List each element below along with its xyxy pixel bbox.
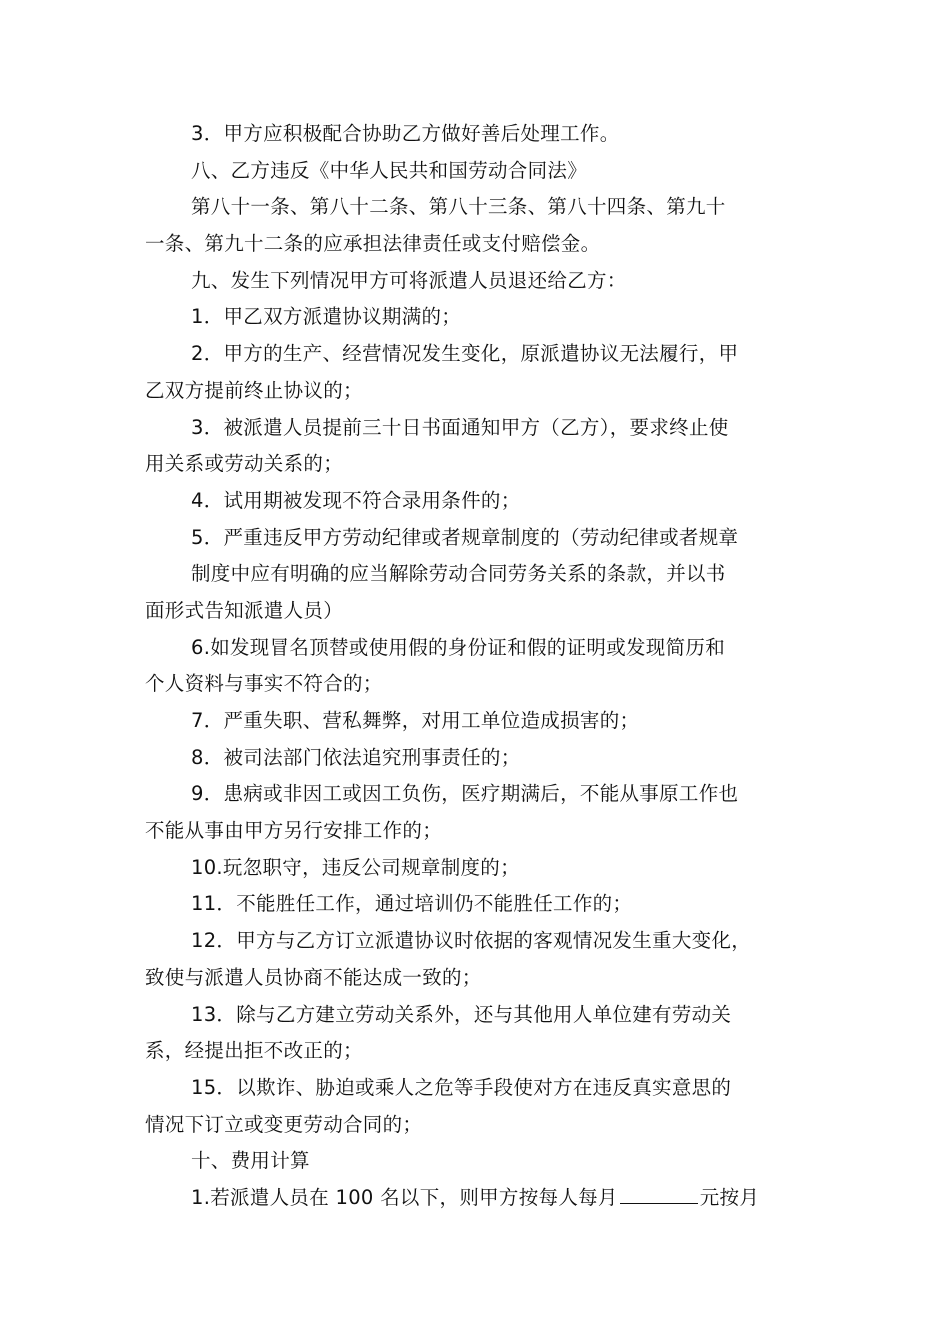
paragraph-line: 用关系或劳动关系的； [145,452,344,476]
paragraph-line: 6.如发现冒名顶替或使用假的身份证和假的证明或发现简历和 [191,635,726,659]
paragraph-line: 9．患病或非因工或因工负伤，医疗期满后，不能从事原工作也 [191,782,739,806]
paragraph-line: 情况下订立或变更劳动合同的； [145,1112,423,1136]
paragraph-line: 15．以欺诈、胁迫或乘人之危等手段使对方在违反真实意思的 [191,1075,732,1099]
paragraph-line: 第八十一条、第八十二条、第八十三条、第八十四条、第九十 [191,195,726,219]
paragraph-line: 4．试用期被发现不符合录用条件的； [191,488,521,512]
paragraph-line: 八、乙方违反《中华人民共和国劳动合同法》 [191,158,588,182]
paragraph-line: 1．甲乙双方派遣协议期满的； [191,305,462,329]
document-body [145,116,825,1217]
paragraph-line: 不能从事由甲方另行安排工作的； [145,819,443,843]
paragraph-line: 十、费用计算 [191,1149,310,1173]
paragraph-line: 九、发生下列情况甲方可将派遣人员退还给乙方： [191,268,627,292]
paragraph-line: 系，经提出拒不改正的； [145,1039,363,1063]
paragraph-line: 12．甲方与乙方订立派遣协议时依据的客观情况发生重大变化， [191,929,752,953]
fill-in-blank [620,1183,698,1204]
paragraph-line: 7．严重失职、营私舞弊，对用工单位造成损害的； [191,709,640,732]
line-text-after-blank: 元按月 [699,1185,760,1209]
paragraph-line: 3．甲方应积极配合协助乙方做好善后处理工作。 [191,122,620,145]
paragraph-line: 5．严重违反甲方劳动纪律或者规章制度的（劳动纪律或者规章 [191,525,739,549]
paragraph-line: 2．甲方的生产、经营情况发生变化，原派遣协议无法履行，甲 [191,342,739,366]
paragraph-line: 13．除与乙方建立劳动关系外，还与其他用人单位建有劳动关 [191,1002,732,1026]
paragraph-line: 一条、第九十二条的应承担法律责任或支付赔偿金。 [145,232,601,256]
paragraph-line: 个人资料与事实不符合的； [145,672,383,696]
paragraph-line: 11．不能胜任工作，通过培训仍不能胜任工作的； [191,892,633,916]
paragraph-line: 3．被派遣人员提前三十日书面通知甲方（乙方），要求终止使 [191,415,729,439]
paragraph-line: 面形式告知派遣人员） [145,598,344,622]
paragraph-line: 10.玩忽职守，违反公司规章制度的； [191,855,520,879]
paragraph-line-with-blank [145,1180,825,1217]
paragraph-line: 乙双方提前终止协议的； [145,378,363,402]
paragraph-line: 制度中应有明确的应当解除劳动合同劳务关系的条款，并以书 [191,562,726,586]
paragraph-line: 8．被司法部门依法追究刑事责任的； [191,745,521,769]
line-text-before-blank: 1.若派遣人员在 100 名以下，则甲方按每人每月 [191,1185,618,1209]
paragraph-line: 致使与派遣人员协商不能达成一致的； [145,965,482,989]
